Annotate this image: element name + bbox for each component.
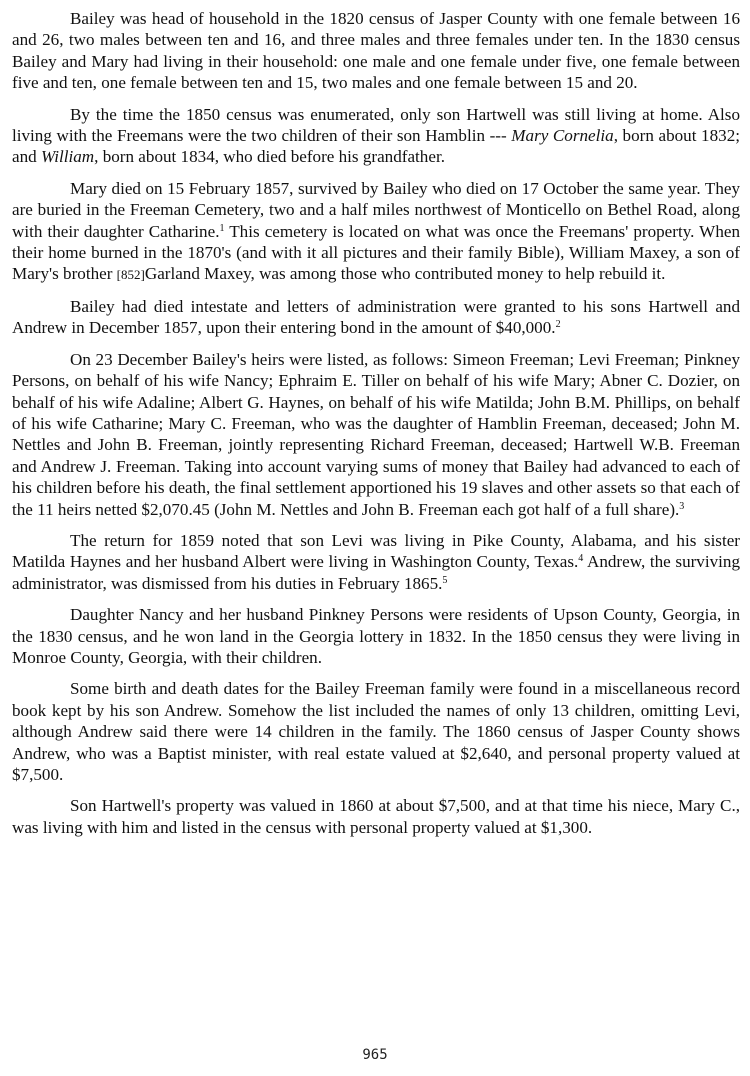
page-number: 965 bbox=[362, 1047, 388, 1063]
paragraph-text: By the time the 1850 census was enumerated, only son Hartwell was still living at home. Also living with the Freemans were the two children of their son Hamblin --- bbox=[12, 104, 740, 146]
footnote-ref-1: 1 bbox=[219, 222, 225, 234]
paragraph-text: Daughter Nancy and her husband Pinkney Persons were residents of Upson County, Georgia, in the 1830 census, and he won land in the Georgia lottery in 1832. In the 1850 census they were living in Monroe County, Georgia, with their children. bbox=[12, 605, 740, 667]
paragraph-administration bbox=[12, 296, 740, 339]
paragraph-text: , born about 1832; and bbox=[12, 126, 740, 167]
name-mary-cornelia: Mary Cornelia bbox=[511, 126, 614, 146]
paragraph-1859-return bbox=[12, 530, 740, 594]
footnote-ref-5: 5 bbox=[442, 574, 448, 586]
paragraph-nancy-persons bbox=[12, 604, 740, 668]
paragraph-hartwell-property bbox=[12, 795, 740, 838]
paragraph-text: Garland Maxey, was among those who contributed money to help rebuild it. bbox=[144, 264, 666, 284]
paragraph-1850-census bbox=[12, 104, 740, 168]
paragraph-mary-death bbox=[12, 178, 740, 286]
paragraph-text: Son Hartwell's property was valued in 1860 at about $7,500, and at that time his niece, Mary C., was living with him and listed in the census with personal property valued at $1,300. bbox=[12, 796, 740, 837]
paragraph-text: Bailey had died intestate and letters of administration were granted to his sons Hartwell and Andrew in December 1857, upon their entering bond in the amount of $40,000. bbox=[12, 296, 740, 338]
paragraph-record-book bbox=[12, 678, 740, 785]
footnote-ref-3: 3 bbox=[679, 500, 685, 512]
paragraph-text: Mary died on 15 February 1857, survived by Bailey who died on 17 October the same year. They are buried in the Freeman Cemetery, two and a half miles northwest of Monticello on Bethel Road, along with their daughter Catharine. bbox=[12, 178, 740, 241]
paragraph-text: On 23 December Bailey's heirs were listed, as follows: Simeon Freeman; Levi Freeman; Pinkney Persons, on behalf of his wife Nancy; Ephraim E. Tiller on behalf of his wife Mary; Abner C. Dozier, on behalf of his wife Adaline; Albert G. Haynes, on behalf of his wife Matilda; John B.M. Phillips, on behalf of his wife Catharine; Mary C. Freeman, who was the daughter of Hamblin Freeman, deceased; John M. Nettles and John B. Freeman, jointly representing Richard Freeman, deceased; Hartwell W.B. Freeman and Andrew J. Freeman. Taking into account varying sums of money that Bailey had advanced to each of his children before his death, the final settlement apportioned his 19 slaves and other assets so that each of the 11 heirs netted $2,070.45 (John M. Nettles and John B. Freeman each got half of a full share). bbox=[12, 349, 740, 519]
paragraph-1910-census-household bbox=[12, 8, 740, 94]
paragraph-text: Some birth and death dates for the Bailey Freeman family were found in a miscellaneous record book kept by his son Andrew. Somehow the list included the names of only 13 children, omitting Levi, although Andrew said there were 14 children in the family. The 1860 census of Jasper County shows Andrew, who was a Baptist minister, with real estate valued at $2,640, and personal property valued at $7,500. bbox=[12, 679, 740, 784]
footnote-ref-4: 4 bbox=[578, 553, 584, 565]
footnote-ref-2: 2 bbox=[555, 319, 561, 331]
name-william: William bbox=[40, 147, 95, 167]
paragraph-text: Bailey was head of household in the 1820 census of Jasper County with one female between 16 and 26, two males between ten and 16, and three males and three females under ten. In the 1830 census Bailey and Mary had living in their household: one male and one female under five, one female between five and ten, one female between ten and 15, two males and one female between 15 and 20. bbox=[12, 9, 740, 93]
paragraph-text: The return for 1859 noted that son Levi was living in Pike County, Alabama, and his sister Matilda Haynes and her husband Albert were living in Washington County, Texas. bbox=[12, 530, 740, 572]
paragraph-text: This cemetery is located on what was once the Freemans' property. When their home burned in the 1870's (and with it all pictures and their family Bible), William Maxey, a son of Mary's brother bbox=[12, 221, 740, 284]
paragraph-text: , born about 1834, who died before his grandfather. bbox=[94, 147, 445, 167]
paragraph-heirs bbox=[12, 349, 740, 520]
paragraph-text: Andrew, the surviving administrator, was dismissed from his duties in February 1865. bbox=[12, 552, 740, 593]
cross-reference: [852] bbox=[116, 267, 145, 283]
body-text bbox=[12, 8, 740, 848]
